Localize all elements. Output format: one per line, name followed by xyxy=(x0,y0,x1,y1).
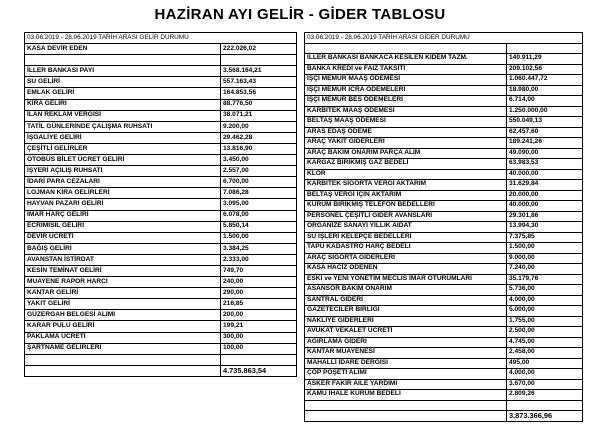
expense-row-label: ASKER FAKİR AİLE YARDIMI xyxy=(305,379,507,390)
income-row-value: 5.850,14 xyxy=(221,221,297,232)
income-row-value: 38.071,21 xyxy=(221,110,297,121)
expense-row-label: MAHALLİ İDARE DERGİSİ xyxy=(305,358,507,369)
expense-row-value: 62.457,60 xyxy=(507,127,583,138)
income-row xyxy=(25,143,297,154)
expense-row xyxy=(305,369,583,380)
income-row-label: HAYVAN PAZARI GELİRİ xyxy=(25,199,221,210)
expense-row-label: ÇÖP POŞETİ ALIMI xyxy=(305,369,507,380)
expense-row-label: KURUM BİRİKMİŞ TELEFON BEDELLERİ xyxy=(305,201,507,212)
expense-row xyxy=(305,390,583,401)
expense-row-label: KARBİTEK MAAŞ ÖDEMESİ xyxy=(305,106,507,117)
expense-row-value: 6.714,00 xyxy=(507,96,583,107)
expense-row-label: KLOR xyxy=(305,169,507,180)
expense-row-label: İŞÇİ MEMUR MAAŞ ÖDEMESİ xyxy=(305,75,507,86)
expense-blank-row xyxy=(305,400,583,411)
income-row-label: LOJMAN KİRA GELİRLERİ xyxy=(25,188,221,199)
expense-row-value: 20.000,00 xyxy=(507,190,583,201)
income-row-value: 199,21 xyxy=(221,321,297,332)
expense-row-label: AĞIRLAMA GİDERİ xyxy=(305,337,507,348)
expense-row xyxy=(305,127,583,138)
expense-row xyxy=(305,274,583,285)
income-row-label: ECRİMİSİL GELİRİ xyxy=(25,221,221,232)
expense-header: 03.06.2019 - 28.06.2019 TARİH ARASI GİDER DURUMU xyxy=(305,33,583,44)
expense-row-label: İŞÇİ MEMUR BES ÖDEMELERİ xyxy=(305,96,507,107)
income-total-row xyxy=(25,365,297,376)
expense-row-value: 13.994,30 xyxy=(507,222,583,233)
income-row xyxy=(25,288,297,299)
expense-row-value: 4.000,00 xyxy=(507,369,583,380)
income-row-label: ÇEŞİTLİ GELİRLER xyxy=(25,143,221,154)
income-row-value: 749,70 xyxy=(221,265,297,276)
expense-row-value: 2.500,00 xyxy=(507,327,583,338)
expense-row-value: 35.179,76 xyxy=(507,274,583,285)
income-row-value: 13.816,90 xyxy=(221,143,297,154)
income-row-label: MUAYENE RAPOR HARCI xyxy=(25,277,221,288)
expense-row-value: 63.983,53 xyxy=(507,159,583,170)
expense-spacer-row xyxy=(305,43,583,54)
expense-row-label: KASA HACİZ ÖDENEN xyxy=(305,264,507,275)
expense-row-label: BELTAŞ VERGİ İÇİN AKTARIM xyxy=(305,190,507,201)
expense-row-value: 1.500,00 xyxy=(507,243,583,254)
expense-row xyxy=(305,169,583,180)
expense-row-label: KAMU İHALE KURUM BEDELİ xyxy=(305,390,507,401)
expense-row xyxy=(305,64,583,75)
income-row-label: OTOBÜS BİLET ÜCRET GELİRİ xyxy=(25,155,221,166)
income-total-label xyxy=(25,365,221,376)
income-row-value: 3.384,25 xyxy=(221,243,297,254)
expense-row xyxy=(305,232,583,243)
income-table xyxy=(24,32,297,377)
expense-total-row xyxy=(305,411,583,422)
income-row-value: 6.700,00 xyxy=(221,177,297,188)
income-row xyxy=(25,343,297,354)
expense-row xyxy=(305,316,583,327)
expense-row-label: AVUKAT VEKALET ÜCRETİ xyxy=(305,327,507,338)
expense-row-value: 2.458,00 xyxy=(507,348,583,359)
income-header-row xyxy=(25,33,297,44)
expense-row-value: 31.629,84 xyxy=(507,180,583,191)
expense-row-value: 550.049,13 xyxy=(507,117,583,128)
income-row xyxy=(25,310,297,321)
income-row-label: KARAR PULU GELİRİ xyxy=(25,321,221,332)
income-row-label: KANTAR GELİRİ xyxy=(25,288,221,299)
income-row-label: İŞGALİYE GELİRİ xyxy=(25,132,221,143)
income-row-label: KİRA GELİRİ xyxy=(25,99,221,110)
income-row xyxy=(25,77,297,88)
income-row-value: 300,00 xyxy=(221,332,297,343)
income-row-label: EMLAK GELİRİ xyxy=(25,88,221,99)
expense-row-label: KANTAR MUAYENESİ xyxy=(305,348,507,359)
income-row xyxy=(25,155,297,166)
expense-row-value: 4.745,00 xyxy=(507,337,583,348)
expense-row-label: KARBİTEK SİGORTA VERGİ AKTARIM xyxy=(305,180,507,191)
expense-table xyxy=(304,32,583,422)
income-row-label: YAKIT GELİRİ xyxy=(25,299,221,310)
expense-row xyxy=(305,96,583,107)
expense-row-value: 29.301,86 xyxy=(507,211,583,222)
expense-row xyxy=(305,148,583,159)
income-row-value: 290,00 xyxy=(221,288,297,299)
expense-row-value: 4.000,00 xyxy=(507,295,583,306)
expense-row xyxy=(305,358,583,369)
expense-row-label: SANTRAL GİDERİ xyxy=(305,295,507,306)
income-row-label: GÜZERGAH BELGESİ ALIMI xyxy=(25,310,221,321)
income-row-label: İMAR HARÇ GELİRİ xyxy=(25,210,221,221)
income-row-label: KESİN TEMİNAT GELİRİ xyxy=(25,265,221,276)
expense-row xyxy=(305,243,583,254)
income-row-label: PAKLAMA ÜCRETİ xyxy=(25,332,221,343)
expense-row-value: 49.090,00 xyxy=(507,148,583,159)
income-row xyxy=(25,166,297,177)
expense-row-label: İŞÇİ MEMUR İCRA ÖDEMELERİ xyxy=(305,85,507,96)
income-row xyxy=(25,88,297,99)
income-row xyxy=(25,66,297,77)
income-opening-value: 222.026,02 xyxy=(221,44,297,55)
expense-row xyxy=(305,327,583,338)
income-row xyxy=(25,277,297,288)
expense-row xyxy=(305,190,583,201)
expense-row-value: 495,00 xyxy=(507,358,583,369)
income-row xyxy=(25,221,297,232)
expense-row-value: 1.755,00 xyxy=(507,316,583,327)
expense-row-value: 209.102,56 xyxy=(507,64,583,75)
income-row-value: 216,85 xyxy=(221,299,297,310)
expense-row-label: PERSONEL ÇEŞİTLİ GİDER AVANSLARI xyxy=(305,211,507,222)
income-row xyxy=(25,210,297,221)
income-opening-label: KASA DEVİR EDEN xyxy=(25,44,221,55)
income-row-value: 100,00 xyxy=(221,343,297,354)
income-row-value: 2.333,00 xyxy=(221,254,297,265)
income-row-value: 6.078,00 xyxy=(221,210,297,221)
income-row xyxy=(25,199,297,210)
expense-row-label: ARAS EDAŞ ÖDEME xyxy=(305,127,507,138)
expense-row xyxy=(305,253,583,264)
expense-row-label: NAKLİYE GİDERLERİ xyxy=(305,316,507,327)
expense-row-value: 1.060.447,72 xyxy=(507,75,583,86)
expense-row xyxy=(305,201,583,212)
expense-header-row xyxy=(305,33,583,44)
expense-row-value: 40.000,00 xyxy=(507,201,583,212)
expense-row xyxy=(305,295,583,306)
income-total-value: 4.735.863,54 xyxy=(221,365,297,376)
expense-row xyxy=(305,159,583,170)
expense-row-value: 7.240,00 xyxy=(507,264,583,275)
expense-row-label: ASANSÖR BAKIM ONARIM xyxy=(305,285,507,296)
income-opening-row xyxy=(25,44,297,55)
income-row-label: İŞYERİ AÇILIŞ RUHSATI xyxy=(25,166,221,177)
income-row-value: 557.163,43 xyxy=(221,77,297,88)
income-row-label: TATİL GÜNLERİNDE ÇALIŞMA RUHSATI xyxy=(25,121,221,132)
expense-row-value: 5.736,00 xyxy=(507,285,583,296)
expense-row xyxy=(305,264,583,275)
expense-total-label xyxy=(305,411,507,422)
income-row xyxy=(25,177,297,188)
income-row xyxy=(25,265,297,276)
expense-row-label: BANKA KREDİ ve FAİZ TAKSİTİ xyxy=(305,64,507,75)
expense-row xyxy=(305,117,583,128)
income-row xyxy=(25,232,297,243)
expense-row-value: 7.375,85 xyxy=(507,232,583,243)
income-row-value: 2.557,00 xyxy=(221,166,297,177)
income-row xyxy=(25,243,297,254)
expense-row-label: ORGANİZE SANAYİ YILLIK AİDAT xyxy=(305,222,507,233)
expense-row-label: BELTAŞ MAAŞ ÖDEMESİ xyxy=(305,117,507,128)
income-row-label: BAĞIŞ GELİRİ xyxy=(25,243,221,254)
expense-row xyxy=(305,222,583,233)
expense-row-value: 2.809,26 xyxy=(507,390,583,401)
income-row xyxy=(25,299,297,310)
income-row xyxy=(25,321,297,332)
page-title: HAZİRAN AYI GELİR - GİDER TABLOSU xyxy=(154,6,446,23)
expense-row xyxy=(305,337,583,348)
expense-row-label: ESKİ ve YENİ YÖNETİM MECLİS İMAR OTURUMLARI xyxy=(305,274,507,285)
expense-row xyxy=(305,85,583,96)
income-row xyxy=(25,110,297,121)
expense-row xyxy=(305,211,583,222)
expense-row xyxy=(305,306,583,317)
expense-row-label: GAZETECİLER BİRLİĞİ xyxy=(305,306,507,317)
expense-row xyxy=(305,106,583,117)
income-row-value: 240,00 xyxy=(221,277,297,288)
income-row-value: 3.568.164,21 xyxy=(221,66,297,77)
expense-row-value: 5.000,00 xyxy=(507,306,583,317)
expense-row-label: ARAÇ SİGORTA GİDERLERİ xyxy=(305,253,507,264)
expense-row xyxy=(305,285,583,296)
income-spacer-row xyxy=(25,55,297,66)
income-row-value: 164.853,56 xyxy=(221,88,297,99)
expense-row-value: 3.670,00 xyxy=(507,379,583,390)
income-row-label: İDARİ PARA CEZALARI xyxy=(25,177,221,188)
income-row-label: SU GELİRİ xyxy=(25,77,221,88)
income-row-value: 9.200,00 xyxy=(221,121,297,132)
income-row-value: 3.095,00 xyxy=(221,199,297,210)
expense-row-label: TAPU KADASTRO HARÇ BEDELİ xyxy=(305,243,507,254)
expense-row-label: İLLER BANKASI BANKACA KESİLEN KIDEM TAZM. xyxy=(305,54,507,65)
expense-total-value: 3.873.366,96 xyxy=(507,411,583,422)
income-row-label: İLAN REKLAM VERGİSİ xyxy=(25,110,221,121)
income-row xyxy=(25,132,297,143)
income-row-value: 88.776,50 xyxy=(221,99,297,110)
expense-row-value: 9.000,00 xyxy=(507,253,583,264)
income-row-label: ŞARTNAME GELİRLERİ xyxy=(25,343,221,354)
expense-row-label: KARGAZ BİRİKMİŞ GAZ BEDELİ xyxy=(305,159,507,170)
income-header: 03.06.2019 - 28.06.2019 TARİH ARASI GELİR DURUMU xyxy=(25,33,297,44)
income-row xyxy=(25,332,297,343)
income-row-label: İLLER BANKASI PAYI xyxy=(25,66,221,77)
income-row-label: AVANSTAN İSTİRDAT xyxy=(25,254,221,265)
expense-row xyxy=(305,54,583,65)
expense-row-value: 40.000,00 xyxy=(507,169,583,180)
expense-row xyxy=(305,348,583,359)
expense-row xyxy=(305,75,583,86)
expense-row-label: ARAÇ BAKIM ONARIM PARÇA ALIM xyxy=(305,148,507,159)
expense-row-label: SU İŞLERİ KELEPÇE BEDELLERİ xyxy=(305,232,507,243)
income-row xyxy=(25,254,297,265)
income-row xyxy=(25,188,297,199)
expense-row-value: 189.241,26 xyxy=(507,138,583,149)
expense-row-value: 18.980,00 xyxy=(507,85,583,96)
expense-row xyxy=(305,138,583,149)
income-blank-row xyxy=(25,354,297,365)
income-row-value: 1.500,00 xyxy=(221,232,297,243)
income-row-value: 29.462,28 xyxy=(221,132,297,143)
income-row-value: 7.086,28 xyxy=(221,188,297,199)
income-row xyxy=(25,99,297,110)
expense-row-label: ARAÇ YAKIT GİDERLERİ xyxy=(305,138,507,149)
income-row-value: 200,00 xyxy=(221,310,297,321)
expense-row xyxy=(305,180,583,191)
income-row-label: DEVİR ÜCRETİ xyxy=(25,232,221,243)
expense-row xyxy=(305,379,583,390)
income-row-value: 3.450,00 xyxy=(221,155,297,166)
expense-row-value: 1.250.000,00 xyxy=(507,106,583,117)
expense-row-value: 140.911,29 xyxy=(507,54,583,65)
income-row xyxy=(25,121,297,132)
